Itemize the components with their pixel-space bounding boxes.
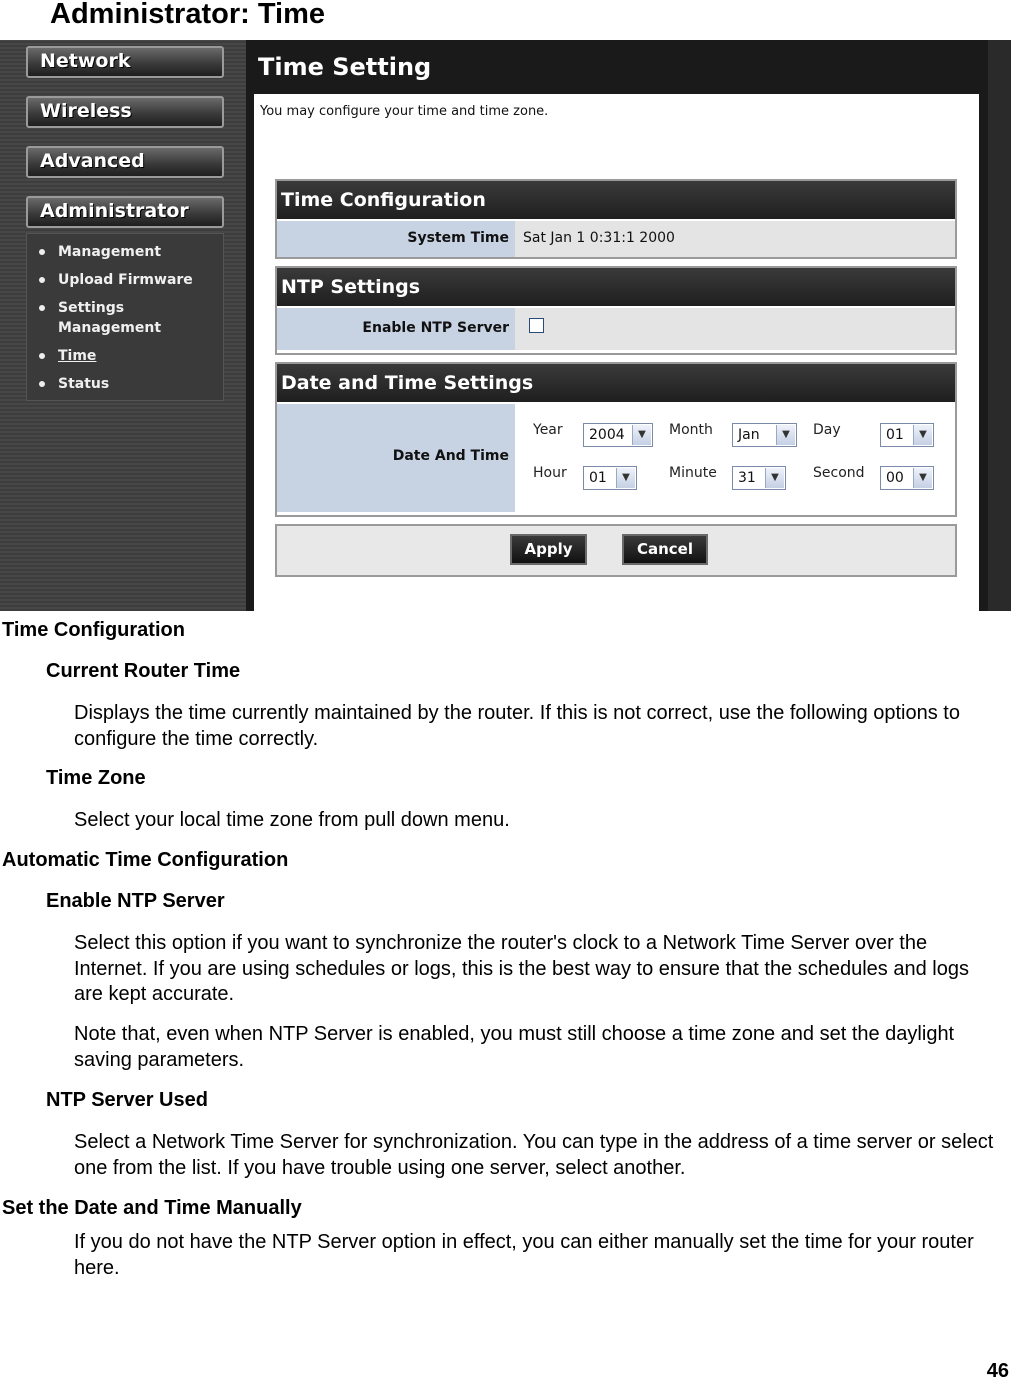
set-manually-description: If you do not have the NTP Server option in effect, you can either manually set the time for your router here.	[74, 1231, 974, 1279]
section-title: Date and Time Settings	[277, 364, 955, 402]
heading-ntp-server-used: NTP Server Used	[46, 1089, 208, 1111]
second-label: Second	[813, 465, 865, 481]
month-label: Month	[669, 422, 713, 438]
ntp-server-used-description: Select a Network Time Server for synchronization. You can type in the address of a time server or select one from the list. If you have trouble using one server, select another.	[74, 1131, 994, 1179]
day-select[interactable]: 01 ▼	[880, 423, 934, 447]
sidebar	[0, 40, 246, 611]
nav-advanced-button[interactable]: Advanced	[26, 146, 224, 178]
hour-label: Hour	[533, 465, 567, 481]
ntp-settings-section	[275, 266, 957, 355]
bullet-icon	[39, 381, 45, 387]
date-time-label: Date And Time	[277, 404, 515, 512]
chevron-down-icon: ▼	[616, 468, 635, 488]
main-panel	[246, 40, 988, 611]
day-label: Day	[813, 422, 841, 438]
bullet-icon	[39, 249, 45, 255]
current-router-time-description: Displays the time currently maintained by the router. If this is not correct, use the following options to configure the time correctly.	[74, 702, 960, 750]
intro-text: You may configure your time and time zone.	[260, 104, 549, 119]
enable-ntp-note: Note that, even when NTP Server is enabled, you must still choose a time zone and set the daylight saving parameters.	[74, 1023, 955, 1071]
panel-title: Time Setting	[258, 53, 432, 81]
date-time-settings-section	[275, 362, 957, 517]
chevron-down-icon: ▼	[765, 468, 784, 488]
bullet-icon	[39, 305, 45, 311]
chevron-down-icon: ▼	[632, 425, 651, 445]
minute-label: Minute	[669, 465, 717, 481]
action-buttons-row	[275, 524, 957, 577]
submenu-item-settings-management[interactable]: Settings Management	[39, 298, 189, 338]
chevron-down-icon: ▼	[913, 425, 932, 445]
second-select[interactable]: 00 ▼	[880, 466, 934, 490]
system-time-row	[277, 219, 955, 257]
heading-time-configuration: Time Configuration	[2, 619, 185, 641]
submenu-item-time[interactable]: Time	[39, 346, 96, 366]
page-number: 46	[986, 1360, 1009, 1382]
nav-wireless-button[interactable]: Wireless	[26, 96, 224, 128]
heading-automatic-time-configuration: Automatic Time Configuration	[2, 849, 289, 871]
date-time-fields	[515, 404, 955, 512]
system-time-label: System Time	[277, 221, 515, 257]
nav-network-button[interactable]: Network	[26, 46, 224, 78]
apply-button[interactable]: Apply	[510, 534, 587, 565]
system-time-value: Sat Jan 1 0:31:1 2000	[515, 221, 955, 257]
chevron-down-icon: ▼	[913, 468, 932, 488]
heading-time-zone: Time Zone	[46, 767, 146, 789]
submenu-item-upload-firmware[interactable]: Upload Firmware	[39, 270, 193, 290]
time-zone-description: Select your local time zone from pull down menu.	[74, 809, 510, 831]
enable-ntp-cell	[515, 308, 955, 350]
section-title: Time Configuration	[277, 181, 955, 219]
bullet-icon	[39, 277, 45, 283]
cancel-button[interactable]: Cancel	[622, 534, 708, 565]
router-screenshot	[0, 40, 1011, 611]
enable-ntp-checkbox[interactable]	[529, 318, 544, 333]
panel-body	[254, 94, 979, 611]
heading-set-manually: Set the Date and Time Manually	[2, 1197, 302, 1219]
administrator-submenu	[26, 233, 224, 401]
hour-select[interactable]: 01 ▼	[583, 466, 637, 490]
heading-enable-ntp-server: Enable NTP Server	[46, 890, 225, 912]
heading-current-router-time: Current Router Time	[46, 660, 241, 682]
nav-administrator-button[interactable]: Administrator	[26, 196, 224, 228]
minute-select[interactable]: 31 ▼	[732, 466, 786, 490]
submenu-item-status[interactable]: Status	[39, 374, 109, 394]
chevron-down-icon: ▼	[776, 425, 795, 445]
page-title: Administrator: Time	[50, 0, 326, 30]
year-select[interactable]: 2004 ▼	[583, 423, 653, 447]
year-label: Year	[533, 422, 563, 438]
enable-ntp-label: Enable NTP Server	[277, 308, 515, 350]
submenu-item-management[interactable]: Management	[39, 242, 161, 262]
enable-ntp-description: Select this option if you want to synchronize the router's clock to a Network Time Server over the Internet. If you are using schedules or logs, this is the best way to ensure that the schedules and logs are kept accurate.	[74, 932, 969, 1006]
date-time-row	[277, 402, 955, 512]
time-configuration-section	[275, 179, 957, 259]
bullet-icon	[39, 353, 45, 359]
month-select[interactable]: Jan ▼	[732, 423, 797, 447]
section-title: NTP Settings	[277, 268, 955, 306]
enable-ntp-row	[277, 306, 955, 350]
